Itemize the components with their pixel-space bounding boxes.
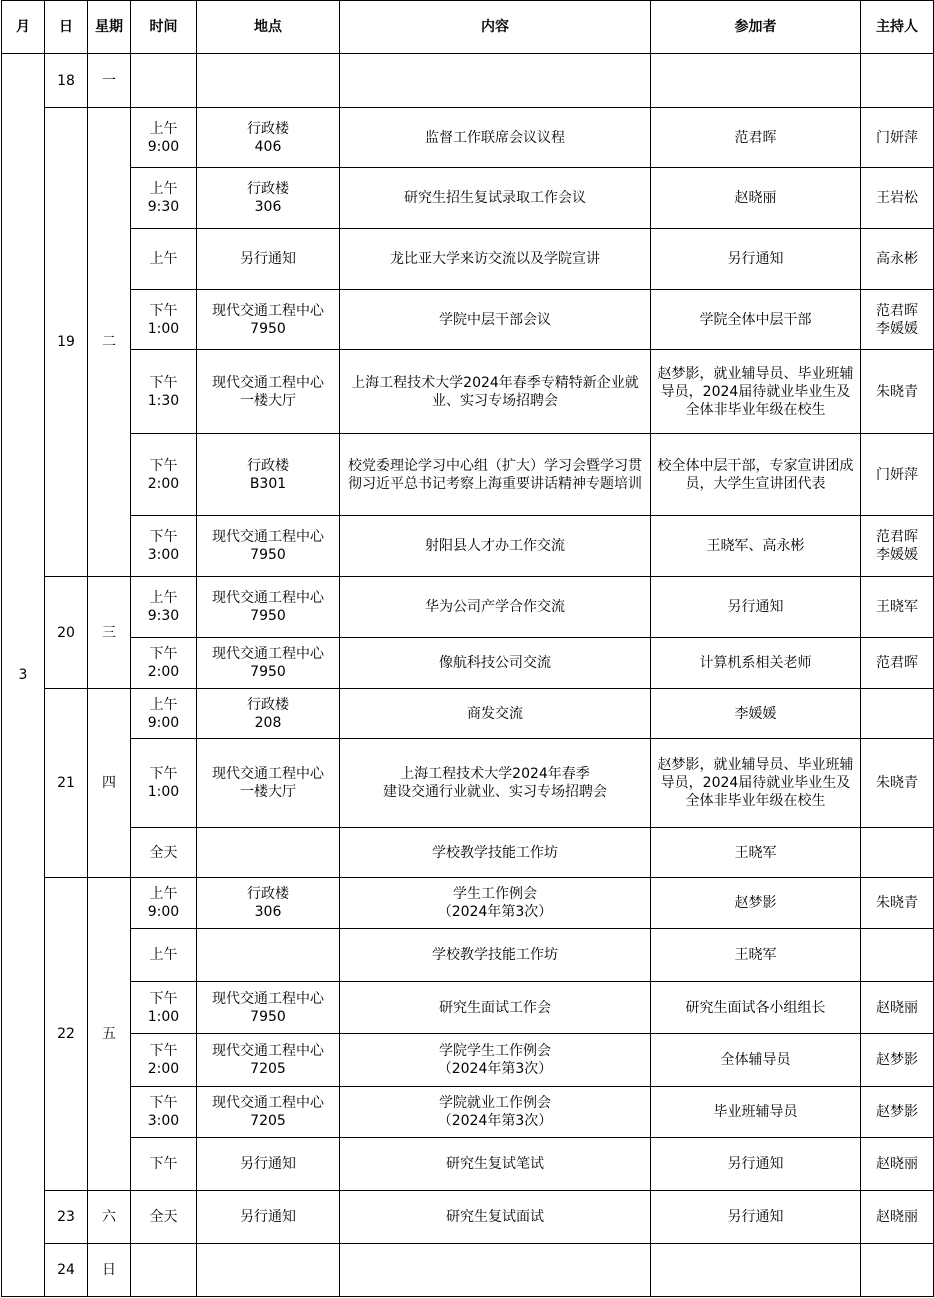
location-cell: 现代交通工程中心 一楼大厅 [197, 739, 340, 828]
host-cell [861, 929, 934, 982]
host-cell: 赵晓丽 [861, 982, 934, 1034]
participants-cell: 计算机系相关老师 [651, 638, 861, 689]
content-cell: 监督工作联席会议议程 [340, 108, 651, 168]
location-cell: 现代交通工程中心 7205 [197, 1087, 340, 1138]
participants-cell: 王晓军 [651, 929, 861, 982]
table-row [2, 1138, 934, 1191]
participants-cell: 学院全体中层干部 [651, 290, 861, 350]
day-cell: 19 [45, 108, 88, 577]
location-cell: 另行通知 [197, 1138, 340, 1191]
host-cell: 范君晖 [861, 638, 934, 689]
participants-cell: 赵晓丽 [651, 168, 861, 229]
content-cell: 龙比亚大学来访交流以及学院宣讲 [340, 229, 651, 290]
content-cell: 商发交流 [340, 689, 651, 739]
host-cell: 王岩松 [861, 168, 934, 229]
content-cell: 学生工作例会 （2024年第3次） [340, 878, 651, 929]
location-cell: 现代交通工程中心 7950 [197, 638, 340, 689]
host-cell: 高永彬 [861, 229, 934, 290]
weekday-cell: 四 [88, 689, 131, 878]
content-cell: 研究生面试工作会 [340, 982, 651, 1034]
content-cell: 华为公司产学合作交流 [340, 577, 651, 638]
location-cell: 另行通知 [197, 229, 340, 290]
time-cell: 下午 2:00 [131, 638, 197, 689]
content-cell: 射阳县人才办工作交流 [340, 516, 651, 577]
participants-cell: 毕业班辅导员 [651, 1087, 861, 1138]
participants-cell: 另行通知 [651, 1138, 861, 1191]
location-cell [197, 54, 340, 108]
location-cell: 行政楼 306 [197, 878, 340, 929]
table-row [2, 1244, 934, 1297]
participants-cell [651, 54, 861, 108]
content-cell: 像航科技公司交流 [340, 638, 651, 689]
day-cell: 18 [45, 54, 88, 108]
time-cell: 下午 1:30 [131, 350, 197, 434]
time-cell: 上午 9:00 [131, 689, 197, 739]
header-row [2, 1, 934, 54]
host-cell: 范君晖 李媛媛 [861, 516, 934, 577]
location-cell: 现代交通工程中心 7950 [197, 577, 340, 638]
table-row [2, 982, 934, 1034]
participants-cell: 赵梦影，就业辅导员、毕业班辅导员，2024届待就业毕业生及全体非毕业年级在校生 [651, 350, 861, 434]
host-cell: 朱晓青 [861, 350, 934, 434]
table-row [2, 739, 934, 828]
table-row [2, 434, 934, 516]
host-cell: 门妍萍 [861, 108, 934, 168]
time-cell: 下午 [131, 1138, 197, 1191]
time-cell: 下午 1:00 [131, 982, 197, 1034]
content-cell: 上海工程技术大学2024年春季 建设交通行业就业、实习专场招聘会 [340, 739, 651, 828]
content-cell: 学院学生工作例会 （2024年第3次） [340, 1034, 651, 1087]
weekday-cell: 六 [88, 1191, 131, 1244]
host-cell: 朱晓青 [861, 739, 934, 828]
day-cell: 20 [45, 577, 88, 689]
location-cell: 行政楼 306 [197, 168, 340, 229]
location-cell: 现代交通工程中心 7950 [197, 982, 340, 1034]
host-cell: 范君晖 李媛媛 [861, 290, 934, 350]
day-cell: 23 [45, 1191, 88, 1244]
host-cell: 朱晓青 [861, 878, 934, 929]
time-cell [131, 1244, 197, 1297]
host-cell: 门妍萍 [861, 434, 934, 516]
host-cell: 赵梦影 [861, 1034, 934, 1087]
participants-cell [651, 1244, 861, 1297]
location-cell [197, 828, 340, 878]
location-cell: 另行通知 [197, 1191, 340, 1244]
location-cell: 现代交通工程中心 7205 [197, 1034, 340, 1087]
host-cell: 赵梦影 [861, 1087, 934, 1138]
participants-cell: 赵梦影 [651, 878, 861, 929]
header-location: 地点 [197, 1, 340, 54]
table-row [2, 290, 934, 350]
host-cell [861, 1244, 934, 1297]
time-cell: 上午 [131, 929, 197, 982]
location-cell: 现代交通工程中心 7950 [197, 290, 340, 350]
host-cell: 赵晓丽 [861, 1191, 934, 1244]
content-cell: 学院中层干部会议 [340, 290, 651, 350]
table-row [2, 1034, 934, 1087]
time-cell: 上午 [131, 229, 197, 290]
table-row [2, 689, 934, 739]
time-cell: 上午 9:30 [131, 168, 197, 229]
participants-cell: 研究生面试各小组组长 [651, 982, 861, 1034]
content-cell: 研究生复试笔试 [340, 1138, 651, 1191]
location-cell [197, 929, 340, 982]
time-cell: 下午 3:00 [131, 516, 197, 577]
location-cell: 现代交通工程中心 一楼大厅 [197, 350, 340, 434]
weekday-cell: 日 [88, 1244, 131, 1297]
time-cell: 全天 [131, 1191, 197, 1244]
participants-cell: 赵梦影，就业辅导员、毕业班辅导员，2024届待就业毕业生及全体非毕业年级在校生 [651, 739, 861, 828]
time-cell: 上午 9:00 [131, 878, 197, 929]
content-cell: 校党委理论学习中心组（扩大）学习会暨学习贯彻习近平总书记考察上海重要讲话精神专题培训 [340, 434, 651, 516]
header-month: 月 [2, 1, 45, 54]
weekday-cell: 二 [88, 108, 131, 577]
time-cell: 上午 9:30 [131, 577, 197, 638]
participants-cell: 全体辅导员 [651, 1034, 861, 1087]
table-row [2, 577, 934, 638]
location-cell [197, 1244, 340, 1297]
schedule-table [1, 0, 934, 1297]
participants-cell: 王晓军 [651, 828, 861, 878]
content-cell: 上海工程技术大学2024年春季专精特新企业就业、实习专场招聘会 [340, 350, 651, 434]
location-cell: 行政楼 B301 [197, 434, 340, 516]
header-content: 内容 [340, 1, 651, 54]
weekday-cell: 三 [88, 577, 131, 689]
table-row [2, 878, 934, 929]
table-row [2, 929, 934, 982]
table-row [2, 638, 934, 689]
table-row [2, 168, 934, 229]
time-cell: 下午 1:00 [131, 290, 197, 350]
table-row [2, 516, 934, 577]
participants-cell: 范君晖 [651, 108, 861, 168]
time-cell: 上午 9:00 [131, 108, 197, 168]
content-cell: 学院就业工作例会 （2024年第3次） [340, 1087, 651, 1138]
day-cell: 24 [45, 1244, 88, 1297]
participants-cell: 另行通知 [651, 229, 861, 290]
host-cell: 赵晓丽 [861, 1138, 934, 1191]
participants-cell: 李媛媛 [651, 689, 861, 739]
content-cell [340, 54, 651, 108]
table-row [2, 1087, 934, 1138]
header-day: 日 [45, 1, 88, 54]
location-cell: 现代交通工程中心 7950 [197, 516, 340, 577]
content-cell: 研究生招生复试录取工作会议 [340, 168, 651, 229]
location-cell: 行政楼 406 [197, 108, 340, 168]
host-cell [861, 54, 934, 108]
table-row [2, 229, 934, 290]
time-cell: 全天 [131, 828, 197, 878]
participants-cell: 王晓军、高永彬 [651, 516, 861, 577]
time-cell: 下午 3:00 [131, 1087, 197, 1138]
host-cell [861, 689, 934, 739]
table-row [2, 1191, 934, 1244]
content-cell: 研究生复试面试 [340, 1191, 651, 1244]
day-cell: 22 [45, 878, 88, 1191]
header-time: 时间 [131, 1, 197, 54]
header-participants: 参加者 [651, 1, 861, 54]
time-cell [131, 54, 197, 108]
month-cell: 3 [2, 54, 45, 1297]
header-host: 主持人 [861, 1, 934, 54]
table-row [2, 54, 934, 108]
host-cell [861, 828, 934, 878]
time-cell: 下午 2:00 [131, 434, 197, 516]
participants-cell: 另行通知 [651, 1191, 861, 1244]
host-cell: 王晓军 [861, 577, 934, 638]
table-row [2, 108, 934, 168]
content-cell: 学校教学技能工作坊 [340, 929, 651, 982]
table-row [2, 350, 934, 434]
weekday-cell: 一 [88, 54, 131, 108]
participants-cell: 另行通知 [651, 577, 861, 638]
content-cell: 学校教学技能工作坊 [340, 828, 651, 878]
header-weekday: 星期 [88, 1, 131, 54]
content-cell [340, 1244, 651, 1297]
time-cell: 下午 1:00 [131, 739, 197, 828]
location-cell: 行政楼 208 [197, 689, 340, 739]
weekday-cell: 五 [88, 878, 131, 1191]
table-row [2, 828, 934, 878]
participants-cell: 校全体中层干部，专家宣讲团成员，大学生宣讲团代表 [651, 434, 861, 516]
day-cell: 21 [45, 689, 88, 878]
time-cell: 下午 2:00 [131, 1034, 197, 1087]
